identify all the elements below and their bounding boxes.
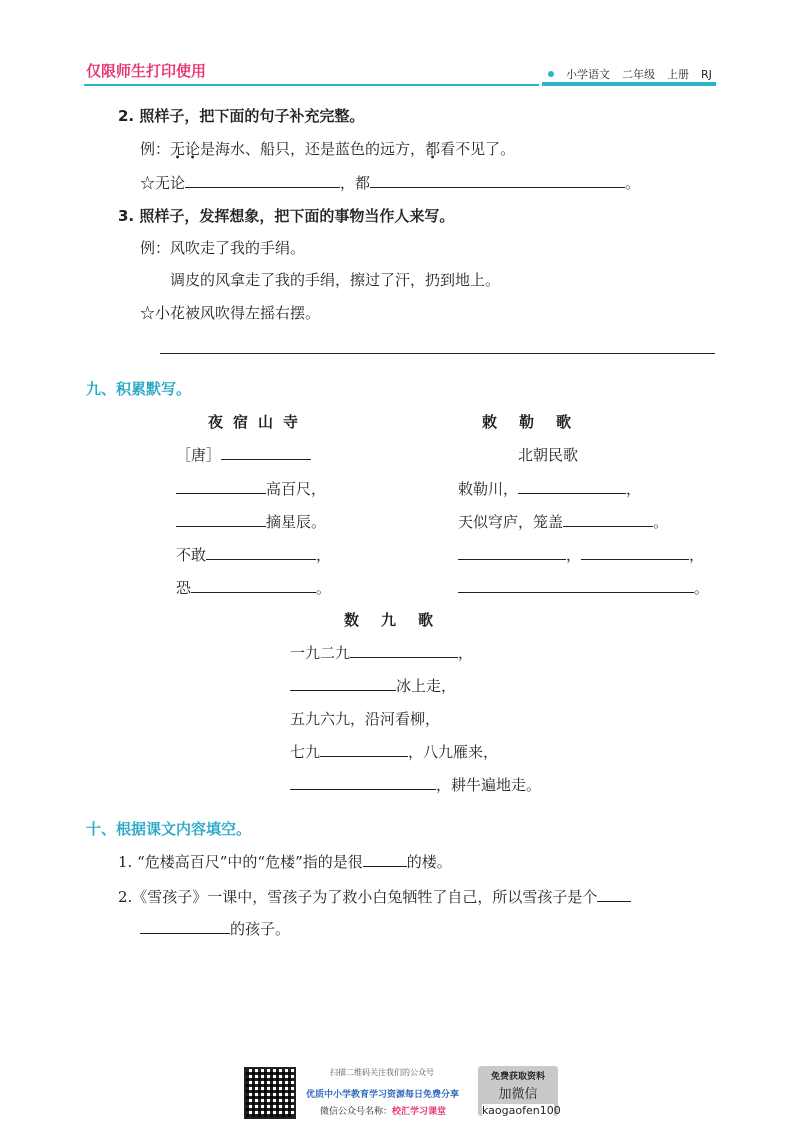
answer-blank[interactable] xyxy=(320,742,408,757)
poem-3-line-2: 冰上走， xyxy=(290,675,456,696)
answer-blank[interactable] xyxy=(563,512,653,527)
header-divider xyxy=(84,84,539,86)
poem-2-title: 敕勒歌 xyxy=(482,413,594,431)
answer-blank[interactable] xyxy=(290,676,396,691)
question-2-example: 例：无论是海水、船只，还是蓝色的远方，都看不见了。 xyxy=(140,140,516,158)
poem-3-line-4: 七九 ，八九雁来， xyxy=(290,743,499,761)
answer-blank[interactable] xyxy=(597,887,631,902)
section-10-question-2-cont: 的孩子。 xyxy=(140,918,290,939)
answer-blank[interactable] xyxy=(370,173,625,188)
poem-1-line-1: 高百尺， xyxy=(176,478,326,499)
question-3-example-answer: 调皮的风拿走了我的手绢，擦过了汗，扔到地上。 xyxy=(170,271,501,289)
answer-blank[interactable] xyxy=(290,775,436,790)
wechat-account: 微信公众号名称：校汇学习课堂 xyxy=(320,1107,447,1117)
book-info xyxy=(548,66,724,82)
answer-blank[interactable] xyxy=(363,852,407,867)
header-divider-thick xyxy=(542,82,716,86)
answer-blank[interactable] xyxy=(140,919,230,934)
answer-blank[interactable] xyxy=(206,545,316,560)
question-2-title: 2. 照样子，把下面的句子补充完整。 xyxy=(118,107,365,125)
poem-1-line-4: 恐 。 xyxy=(176,579,332,597)
poem-3-line-5: ，耕牛遍地走。 xyxy=(290,774,541,795)
answer-blank[interactable] xyxy=(176,512,266,527)
question-3-title: 3. 照样子，发挥想象，把下面的事物当作人来写。 xyxy=(118,207,455,225)
answer-blank[interactable] xyxy=(350,643,458,658)
promo-badge: 免费获取资料 加微信 kaogaofen100 xyxy=(478,1066,558,1116)
section-9-title: 九、积累默写。 xyxy=(86,380,192,398)
poem-1-line-2: 摘星辰。 xyxy=(176,511,326,532)
section-10-question-2: 2.《雪孩子》一课中，雪孩子为了救小白兔牺牲了自己，所以雪孩子是个 xyxy=(118,886,631,907)
answer-blank[interactable] xyxy=(518,479,626,494)
share-text: 优质中小学教育学习资源每日免费分享 xyxy=(306,1090,460,1100)
answer-blank[interactable] xyxy=(176,479,266,494)
section-10-title: 十、根据课文内容填空。 xyxy=(86,820,252,838)
answer-blank[interactable] xyxy=(581,545,689,560)
bullet-icon xyxy=(548,71,554,77)
print-restriction-label: 仅限师生打印使用 xyxy=(86,62,207,80)
poem-2-line-3: ， ， xyxy=(458,544,704,565)
question-3-example: 例：风吹走了我的手绢。 xyxy=(140,239,306,257)
answer-blank[interactable] xyxy=(191,578,316,593)
edition: RJ xyxy=(701,68,712,81)
poem-2-line-2: 天似穹庐，笼盖 。 xyxy=(458,513,669,531)
grade: 二年级 xyxy=(622,68,655,81)
subject: 小学语文 xyxy=(566,68,610,81)
question-3-task: ☆小花被风吹得左摇右摆。 xyxy=(140,304,321,322)
answer-line[interactable] xyxy=(160,353,715,354)
poem-1-line-3: 不敢 ， xyxy=(176,546,332,564)
poem-1-author-line: ［唐］ xyxy=(176,444,311,465)
poem-2-author: 北朝民歌 xyxy=(518,446,579,464)
poem-1-title: 夜宿山寺 xyxy=(208,413,309,431)
qr-code-icon[interactable] xyxy=(244,1067,296,1119)
section-10-question-1: 1. “危楼高百尺”中的“危楼”指的是很 的楼。 xyxy=(118,853,452,871)
poem-2-line-1: 敕勒川， ， xyxy=(458,480,642,498)
scan-hint: 扫描二维码关注我们的公众号 xyxy=(330,1068,434,1077)
poem-3-line-1: 一九二九 ， xyxy=(290,644,474,662)
question-2-task: ☆无论 ，都 。 xyxy=(140,174,641,192)
poem-2-line-4: 。 xyxy=(458,577,709,598)
answer-blank[interactable] xyxy=(458,578,694,593)
poem-3-title: 数九歌 xyxy=(344,611,456,629)
volume: 上册 xyxy=(667,68,689,81)
answer-blank[interactable] xyxy=(185,173,340,188)
answer-blank[interactable] xyxy=(221,445,311,460)
poem-3-line-3: 五九六九，沿河看柳， xyxy=(290,710,441,728)
answer-blank[interactable] xyxy=(458,545,566,560)
